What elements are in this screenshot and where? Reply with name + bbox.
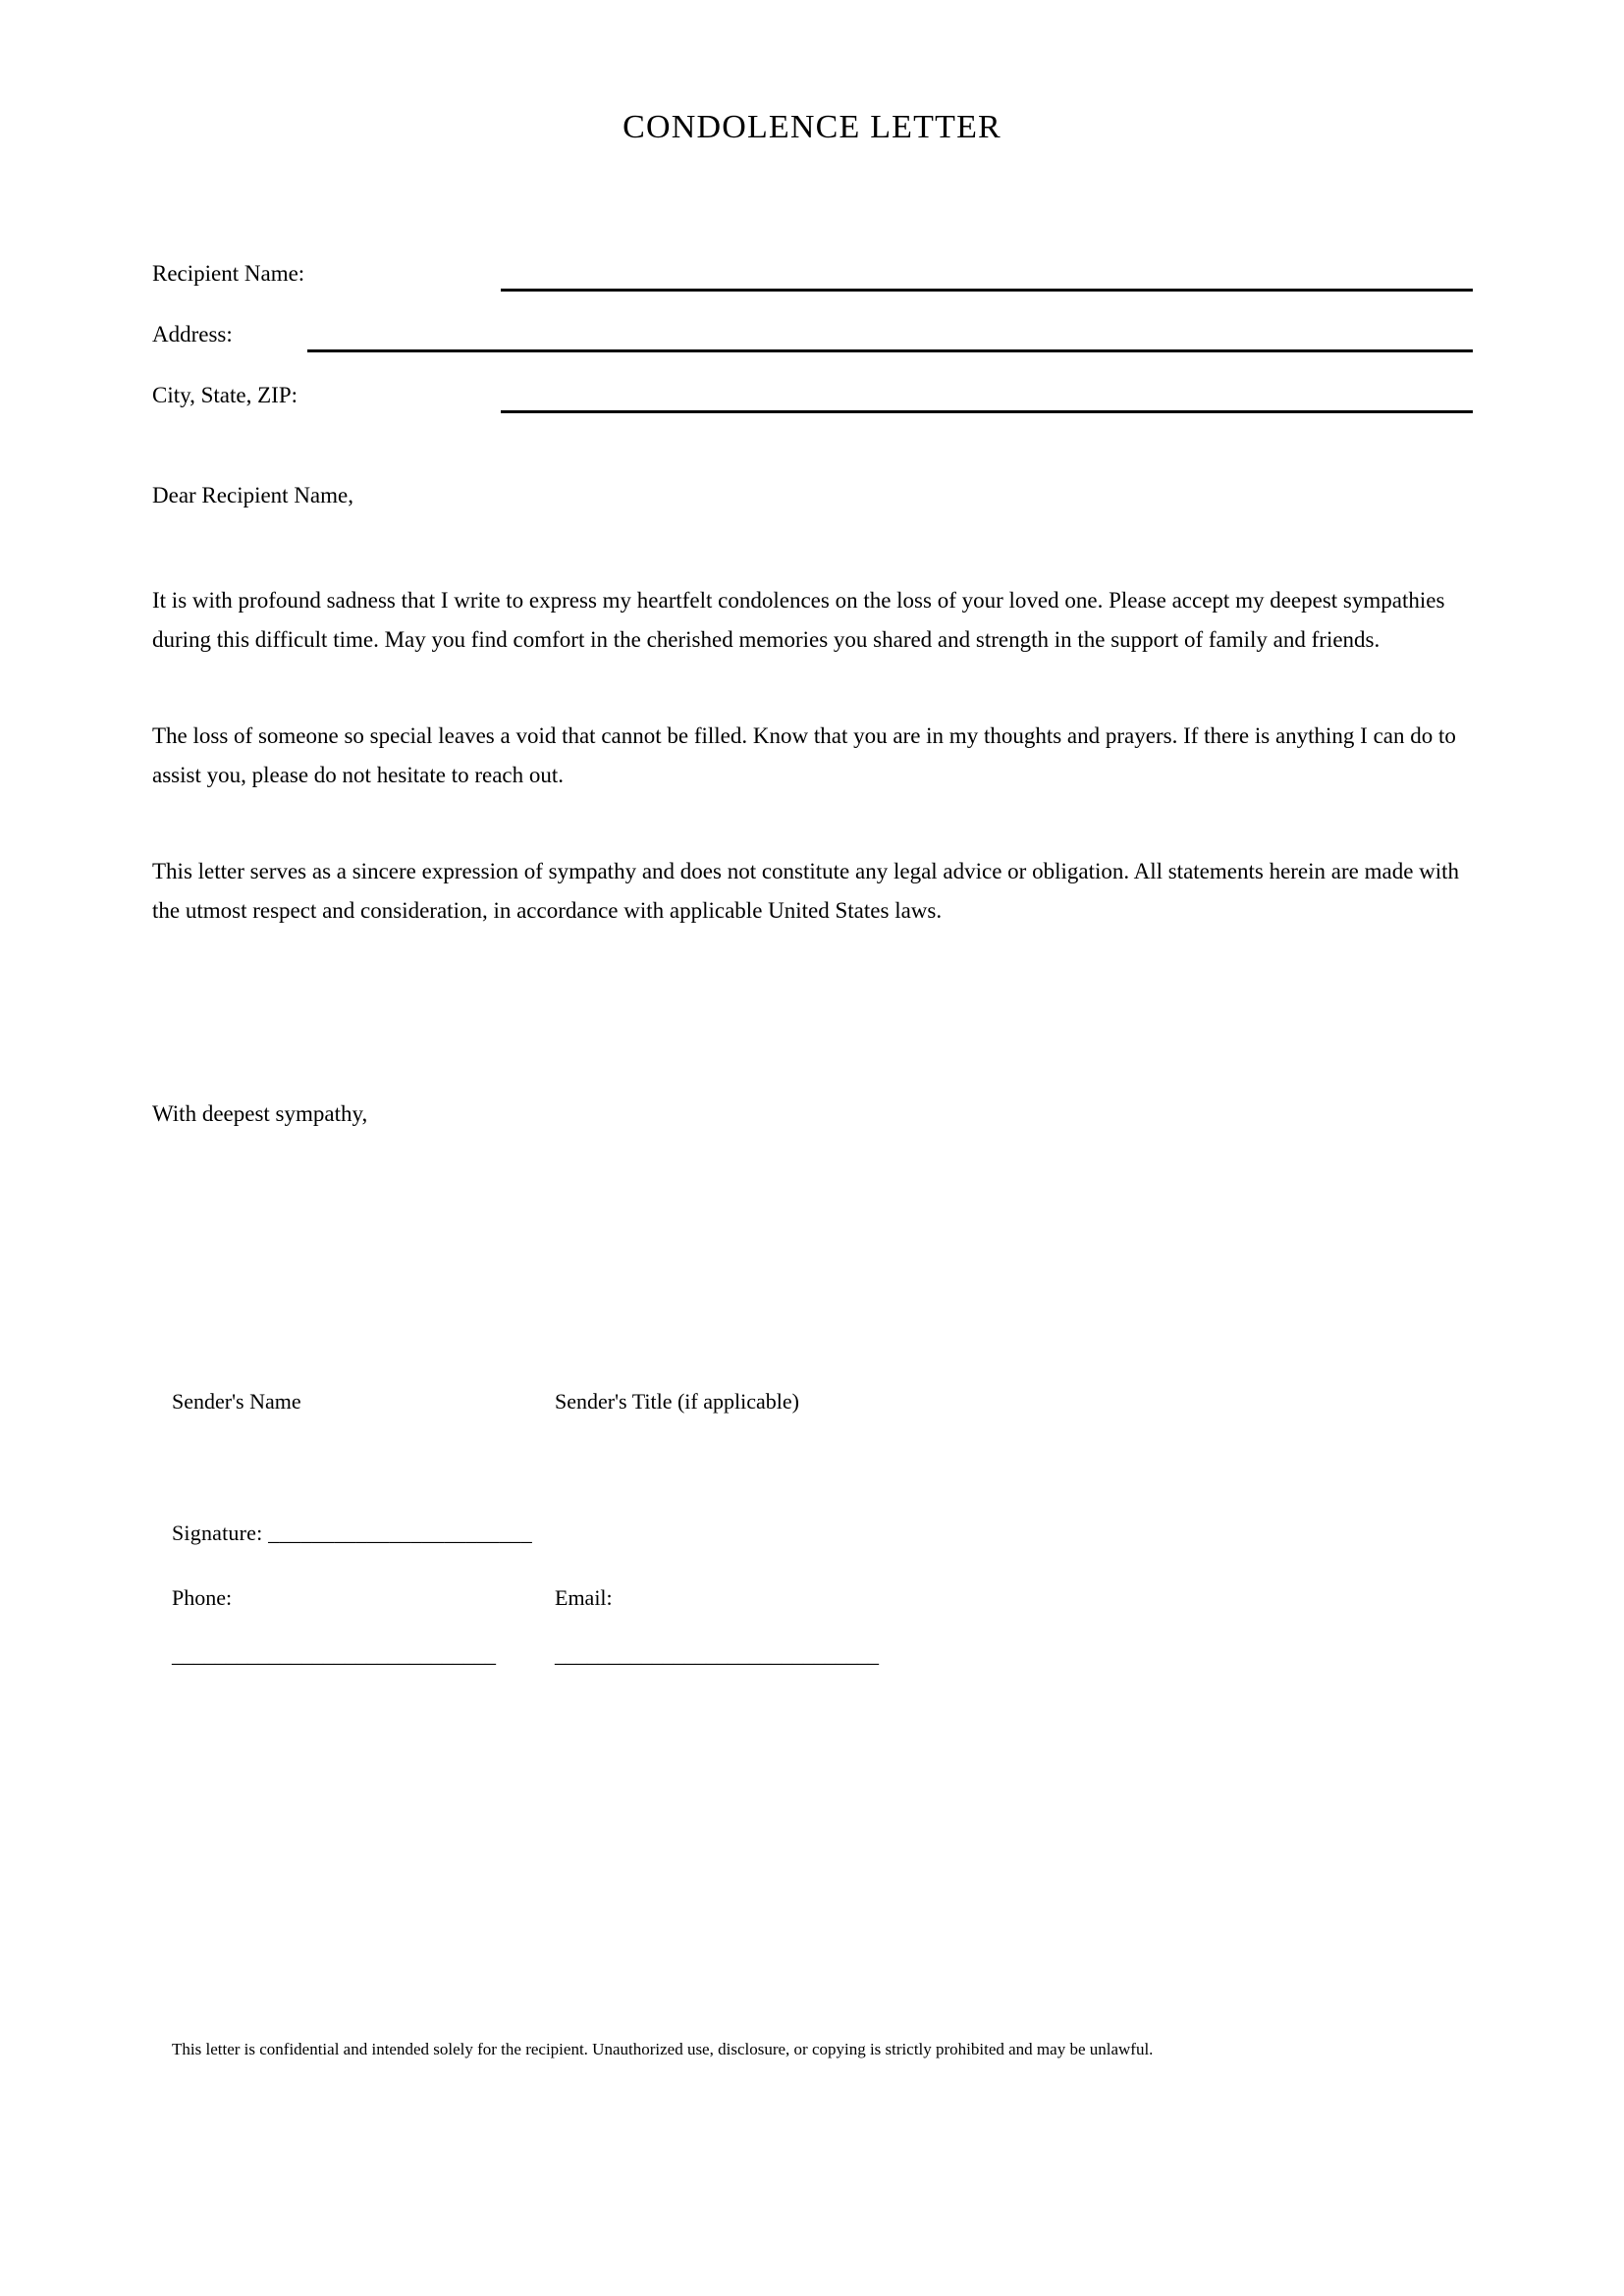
- city-state-zip-input-rule[interactable]: [501, 410, 1473, 413]
- sender-name-label: Sender's Name: [172, 1389, 301, 1414]
- page-title: CONDOLENCE LETTER: [623, 109, 1001, 145]
- body-paragraph-1: It is with profound sadness that I write to express my heartfelt condolences on the loss of your loved one. Please accept my deepest sympathies during this difficult time. May you find comfort in the cherished memories you shared and strength in the support of family and friends.: [152, 588, 1445, 652]
- address-label: Address:: [152, 322, 233, 347]
- closing-line: With deepest sympathy,: [152, 1101, 368, 1126]
- signature-block: [172, 1386, 1473, 1667]
- sender-identity-row: [172, 1386, 1473, 1445]
- field-row-city-state-zip: [152, 379, 1473, 440]
- recipient-fields-group: [152, 257, 1473, 440]
- phone-input-rule[interactable]: ______________________________: [172, 1642, 496, 1667]
- recipient-name-input-rule[interactable]: [501, 289, 1473, 292]
- contact-rules-row: [172, 1639, 1473, 1679]
- sender-title-label: Sender's Title (if applicable): [555, 1389, 799, 1414]
- body-paragraph-2: The loss of someone so special leaves a void that cannot be filled. Know that you are in my thoughts and prayers. If there is anything I can do to assist you, please do not hesitate to reach out.: [152, 723, 1456, 787]
- body-paragraph-3: This letter serves as a sincere expression of sympathy and does not constitute any legal advice or obligation. All statements herein are made with the utmost respect and consideration, in accordance with applicable United States laws.: [152, 859, 1460, 923]
- contact-labels-row: [172, 1582, 1473, 1622]
- field-row-recipient-name: [152, 257, 1473, 318]
- confidentiality-footer: This letter is confidential and intended solely for the recipient. Unauthorized use, disclosure, or copying is strictly prohibited and may be unlawful.: [172, 2040, 1154, 2058]
- salutation: Dear Recipient Name,: [152, 483, 353, 507]
- recipient-name-label: Recipient Name:: [152, 261, 305, 286]
- signature-field[interactable]: Signature: ________________________: [172, 1521, 532, 1545]
- address-input-rule[interactable]: [307, 349, 1473, 352]
- field-row-address: [152, 318, 1473, 379]
- email-input-rule[interactable]: ______________________________: [555, 1642, 879, 1667]
- phone-label: Phone:: [172, 1585, 233, 1610]
- email-label: Email:: [555, 1585, 613, 1610]
- letter-body: [152, 581, 1473, 988]
- city-state-zip-label: City, State, ZIP:: [152, 383, 298, 407]
